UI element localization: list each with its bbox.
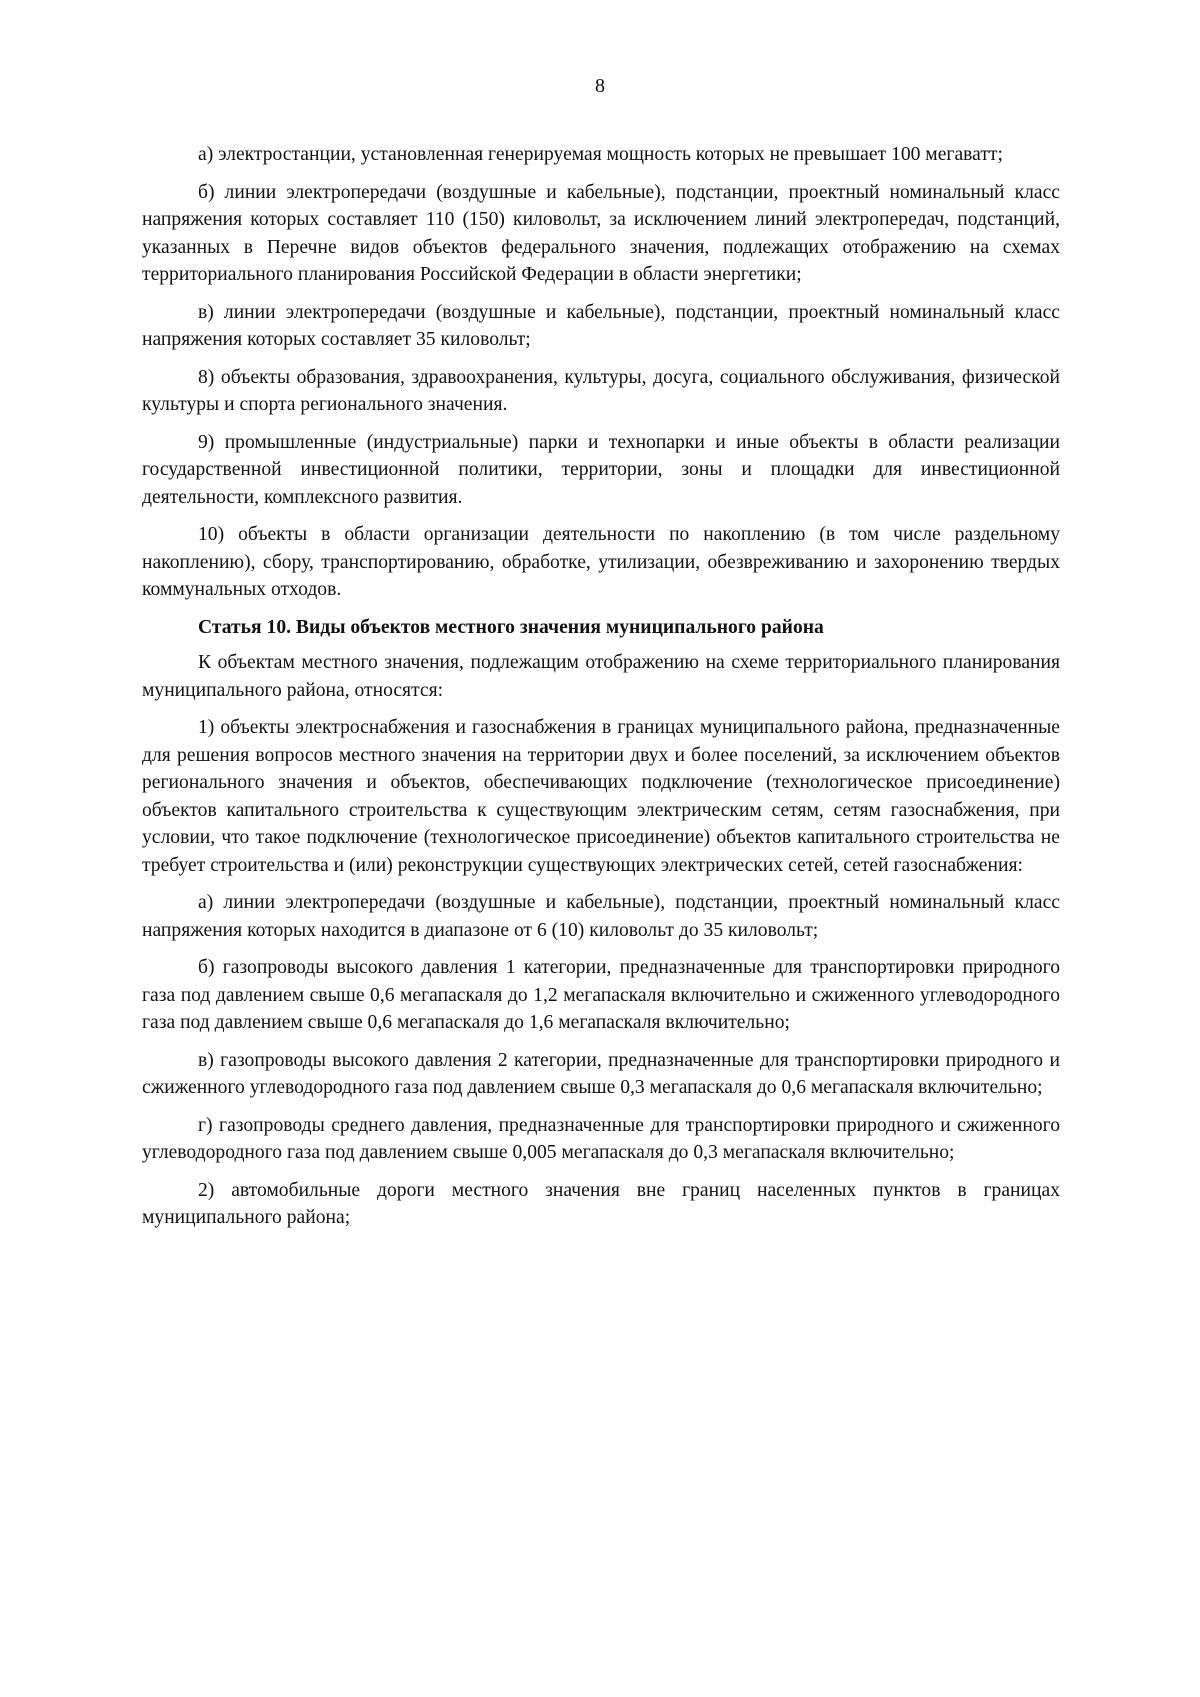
document-body — [142, 141, 1060, 1242]
paragraph-8-social-objects: 8) объекты образования, здравоохранения, культуры, досуга, социального обслуживания, физической культуры и спорта регионального значения. — [142, 366, 1060, 415]
paragraph-b-gas-high-pressure-1: б) газопроводы высокого давления 1 категории, предназначенные для транспортировки природного газа под давлением свыше 0,6 мегапаскаля до 1,2 мегапаскаля включительно и сжиженного углеводородного газа под давлением свыше 0,6 мегапаскаля до 1,6 мегапаскаля включительно; — [142, 957, 1060, 1033]
paragraph-intro: К объектам местного значения, подлежащим отображению на схеме территориального планирования муниципального района, относятся: — [142, 652, 1060, 701]
page-number: 8 — [595, 75, 605, 97]
paragraph-9-industrial-parks: 9) промышленные (индустриальные) парки и технопарки и иные объекты в области реализации государственной инвестиционной политики, территории, зоны и площадки для инвестиционной деятельности, комплексного развития. — [142, 431, 1060, 508]
paragraph-b-power-lines-110: б) линии электропередачи (воздушные и кабельные), подстанции, проектный номинальный класс напряжения которых составляет 110 (150) киловольт, за исключением линий электропередач, подстанций, указанных в Перечне видов объектов федерального значения, подлежащих отображению на схемах территориального планирования Российской Федерации в области энергетики; — [142, 181, 1060, 285]
article-heading: Статья 10. Виды объектов местного значения муниципального района — [198, 616, 824, 638]
paragraph-v-gas-high-pressure-2: в) газопроводы высокого давления 2 категории, предназначенные для транспортировки природного и сжиженного углеводородного газа под давлением свыше 0,3 мегапаскаля до 0,6 мегапаскаля включительно; — [142, 1049, 1060, 1098]
paragraph-2-roads: 2) автомобильные дороги местного значения вне границ населенных пунктов в границах муниципального района; — [142, 1179, 1060, 1228]
paragraph-10-waste: 10) объекты в области организации деятельности по накоплению (в том числе раздельному накоплению), сбору, транспортированию, обработке, утилизации, обезвреживанию и захоронению твердых коммунальных отходов. — [142, 524, 1060, 600]
paragraph-a-power-lines-6-35: а) линии электропередачи (воздушные и кабельные), подстанции, проектный номинальный класс напряжения которых находится в диапазоне от 6 (10) киловольт до 35 киловольт; — [142, 892, 1060, 941]
paragraph-v-power-lines-35: в) линии электропередачи (воздушные и кабельные), подстанции, проектный номинальный класс напряжения которых составляет 35 киловольт; — [142, 301, 1060, 350]
paragraph-a-power-plants: а) электростанции, установленная генерируемая мощность которых не превышает 100 мегаватт; — [198, 144, 1003, 165]
paragraph-g-gas-medium-pressure: г) газопроводы среднего давления, предназначенные для транспортировки природного и сжиженного углеводородного газа под давлением свыше 0,005 мегапаскаля до 0,3 мегапаскаля включительно; — [142, 1114, 1060, 1163]
paragraph-1-energy-gas: 1) объекты электроснабжения и газоснабжения в границах муниципального района, предназначенные для решения вопросов местного значения на территории двух и более поселений, за исключением объектов регионального значения и объектов, обеспечивающих подключение (технологическое присоединение) объектов капитального строительства к существующим электрическим сетям, сетям газоснабжения, при условии, что такое подключение (технологическое присоединение) объектов капитального строительства не требует строительства и (или) реконструкции существующих электрических сетей, сетей газоснабжения: — [142, 717, 1060, 876]
